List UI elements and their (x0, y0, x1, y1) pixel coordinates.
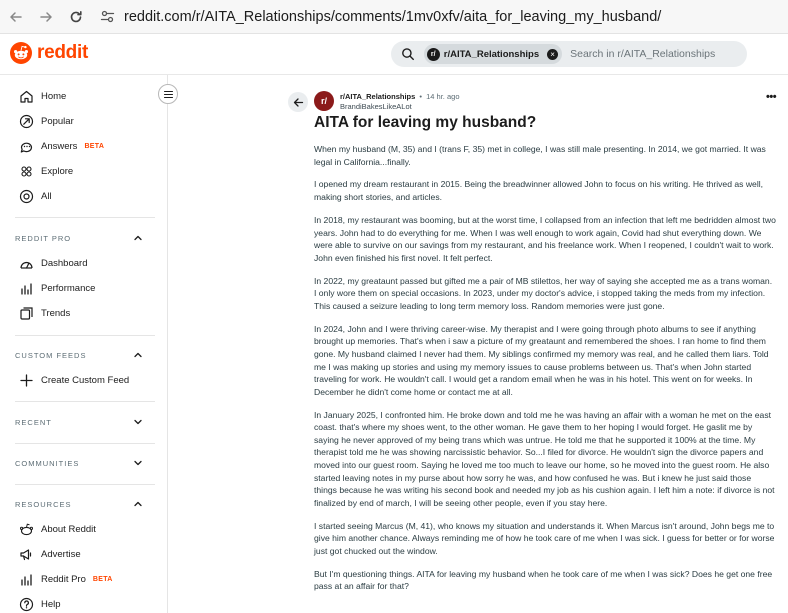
browser-forward-button[interactable] (34, 5, 58, 29)
search-chip-label: r/AITA_Relationships (443, 48, 540, 60)
sidebar-item-label: Help (41, 598, 61, 610)
sidebar-item-answers[interactable] (18, 136, 104, 156)
sidebar-item-label: Home (41, 90, 67, 102)
post-paragraph: I started seeing Marcus (M, 41), who knows my situation and understands it. When Marcus isn't around, John begs me to give him another chance. Always reminding me of how he took care of me when I was sick. I guess for better or for worse just got chucked out the window. (314, 520, 775, 556)
sidebar-item-label: Create Custom Feed (41, 374, 130, 386)
sidebar-item-about-reddit[interactable] (18, 519, 96, 539)
section-title: RECENT (15, 417, 52, 427)
sidebar-item-label: Reddit Pro (41, 573, 86, 585)
post-paragraph: But I'm questioning things. AITA for leaving my husband when he took care of me when I was sick? Does he get one free pass at an affair for that? (314, 568, 773, 592)
post-paragraph: In 2022, my greataunt passed but gifted me a pair of MB stilettos, her way of saying she accepted me as a trans woman. I only wore them on special occasions. In 2023, under my doctor's advice, i stopped taking the meds from my infection. This caused a seizure leading to long term memory loss. Random memories were just gone. (314, 275, 773, 311)
advertise-icon (18, 546, 34, 562)
reddit-snoo-icon (10, 42, 32, 64)
answers-icon (18, 138, 34, 154)
sidebar-item-label: Trends (41, 307, 71, 319)
beta-badge: BETA (84, 142, 105, 150)
sidebar-divider (15, 217, 155, 218)
browser-back-button[interactable] (4, 5, 28, 29)
site-settings-icon[interactable] (96, 6, 118, 28)
section-header-custom-feeds[interactable] (15, 348, 143, 362)
arrow-left-icon (9, 10, 23, 24)
reload-icon (69, 10, 83, 24)
sidebar-item-label: Answers (41, 140, 78, 152)
section-title: REDDIT PRO (15, 233, 72, 243)
about-icon (18, 521, 34, 537)
sidebar-item-reddit-pro[interactable] (18, 569, 113, 589)
meta-separator: • (419, 92, 423, 101)
post-body (314, 143, 776, 603)
post-meta (340, 92, 460, 101)
sidebar-divider (15, 484, 155, 485)
home-icon (18, 88, 34, 104)
address-bar[interactable] (96, 4, 788, 30)
reddit-pro-icon (18, 571, 34, 587)
sidebar-divider (15, 401, 155, 402)
reddit-logo[interactable] (10, 42, 88, 64)
explore-icon (18, 163, 34, 179)
sidebar-item-advertise[interactable] (18, 544, 81, 564)
sidebar-item-trends[interactable] (18, 303, 70, 323)
back-button[interactable] (288, 92, 308, 112)
chevron-up-icon (133, 499, 143, 509)
post-paragraph: In January 2025, I confronted him. He broke down and told me he was having an affair with a woman he met on the east coast. that's where my shoes went, to the other woman. He gave them to her hoping I would forget. He gaslit me by saying he never approved of my being trans which was untrue. He told me that he supported it 100% at the time. My therapist told me he was showing narcissistic behavior. So...I filed for divorce. He wouldn't sign the divorce papers and moved into our guest room. Saying he loved me too much to leave our home, so he moved into the guest room. He also started leaving notes in my purse about how sorry he was, and how confused he was. But i knew he just said those things because he was writing his second book and needed my job as his cushion again. I left him a note: if divorce is not finalized by end of march, I will be seeing other people, even if you stay here. (314, 409, 775, 508)
sidebar-item-popular[interactable] (18, 111, 74, 131)
post-title: AITA for leaving my husband? (314, 114, 537, 131)
sidebar-item-help[interactable] (18, 594, 61, 613)
trends-icon (18, 305, 34, 321)
post-paragraph: When my husband (M, 35) and I (trans F, 35) met in college, I was still male presenting. In 2014, we got married. It was legal in California...finally. (314, 144, 766, 167)
sidebar-item-all[interactable] (18, 186, 52, 206)
post-container (288, 75, 788, 613)
sidebar-item-dashboard[interactable] (18, 253, 87, 273)
url-text[interactable]: reddit.com/r/AITA_Relationships/comments/1mv0xfv/aita_for_leaving_my_husband/ (124, 8, 662, 25)
arrow-right-icon (39, 10, 53, 24)
search-input[interactable] (570, 48, 747, 60)
all-icon (18, 188, 34, 204)
search-bar[interactable] (391, 41, 747, 67)
section-header-communities[interactable] (15, 456, 143, 470)
menu-icon (163, 89, 174, 100)
sidebar-item-label: Dashboard (41, 257, 88, 269)
popular-icon (18, 113, 34, 129)
section-title: RESOURCES (15, 499, 72, 509)
sidebar-divider (15, 443, 155, 444)
sidebar-item-home[interactable] (18, 86, 66, 106)
post-paragraph: I opened my dream restaurant in 2015. Being the breadwinner allowed John to focus on his writing. He thrived as well, making short stories, and articles. (314, 179, 764, 203)
post-paragraph: In 2024, John and I were thriving career-wise. My therapist and I were going through photo albums to see if anything brought up memories. That's when i saw a picture of my greataunt and remembered the shoes. I ran home to find them gone. My husband claimed I never had them. My siblings confirmed my memory was real, and he called them liars. Told me I was making up stories and using my memory issues to cause problems between us. That's when John started traveling for work. He wouldn't call. I would get a random email when he was in his hotel. This went on for weeks. In December he didn't come home or contact me at all. (314, 323, 769, 397)
beta-badge: BETA (92, 575, 113, 583)
sidebar-item-explore[interactable] (18, 161, 73, 181)
sidebar-divider (15, 335, 155, 336)
search-subreddit-chip[interactable] (424, 44, 562, 64)
close-icon[interactable]: × (547, 49, 558, 60)
dashboard-icon (18, 255, 34, 271)
subreddit-avatar-icon: r/ (427, 48, 440, 61)
search-icon (401, 47, 415, 61)
section-header-resources[interactable] (15, 497, 143, 511)
arrow-left-icon (293, 97, 304, 108)
post-timestamp: 14 hr. ago (426, 92, 460, 101)
chevron-up-icon (133, 233, 143, 243)
section-header-recent[interactable] (15, 415, 143, 429)
post-paragraph: In 2018, my restaurant was booming, but at the worst time, I collapsed from an infection that left me bedridden almost two years. John had to do everything for me. When I was well enough to work again, Covid had shut everything down. We were able to survive on our savings from my restaurant, and his freelance work. When I reopened, I couldn't wait to work. John even finished his first novel. It felt perfect. (314, 214, 776, 263)
section-title: COMMUNITIES (15, 458, 80, 468)
subreddit-link[interactable]: r/AITA_Relationships (340, 92, 416, 101)
chevron-down-icon (133, 458, 143, 468)
author-link[interactable]: BrandiBakesLikeALot (340, 102, 412, 111)
performance-icon (18, 280, 34, 296)
help-icon (18, 596, 34, 612)
browser-toolbar (0, 0, 788, 34)
sidebar-item-label: About Reddit (41, 523, 96, 535)
sidebar-item-label: Explore (41, 165, 74, 177)
browser-reload-button[interactable] (64, 5, 88, 29)
sidebar-item-label: All (41, 190, 52, 202)
sidebar-item-label: Performance (41, 282, 96, 294)
sidebar-item-performance[interactable] (18, 278, 95, 298)
more-options-button[interactable]: ••• (766, 91, 777, 103)
section-title: CUSTOM FEEDS (15, 350, 87, 360)
chevron-down-icon (133, 417, 143, 427)
reddit-wordmark: reddit (37, 42, 88, 63)
sidebar-item-label: Popular (41, 115, 74, 127)
subreddit-avatar[interactable]: r/ (314, 91, 334, 111)
plus-icon (18, 372, 34, 388)
create-custom-feed-button[interactable] (18, 370, 129, 390)
sidebar-toggle-button[interactable] (158, 84, 178, 104)
chevron-up-icon (133, 350, 143, 360)
left-sidebar (0, 75, 168, 613)
sidebar-item-label: Advertise (41, 548, 81, 560)
reddit-header (0, 34, 788, 75)
section-header-reddit-pro[interactable] (15, 231, 143, 245)
